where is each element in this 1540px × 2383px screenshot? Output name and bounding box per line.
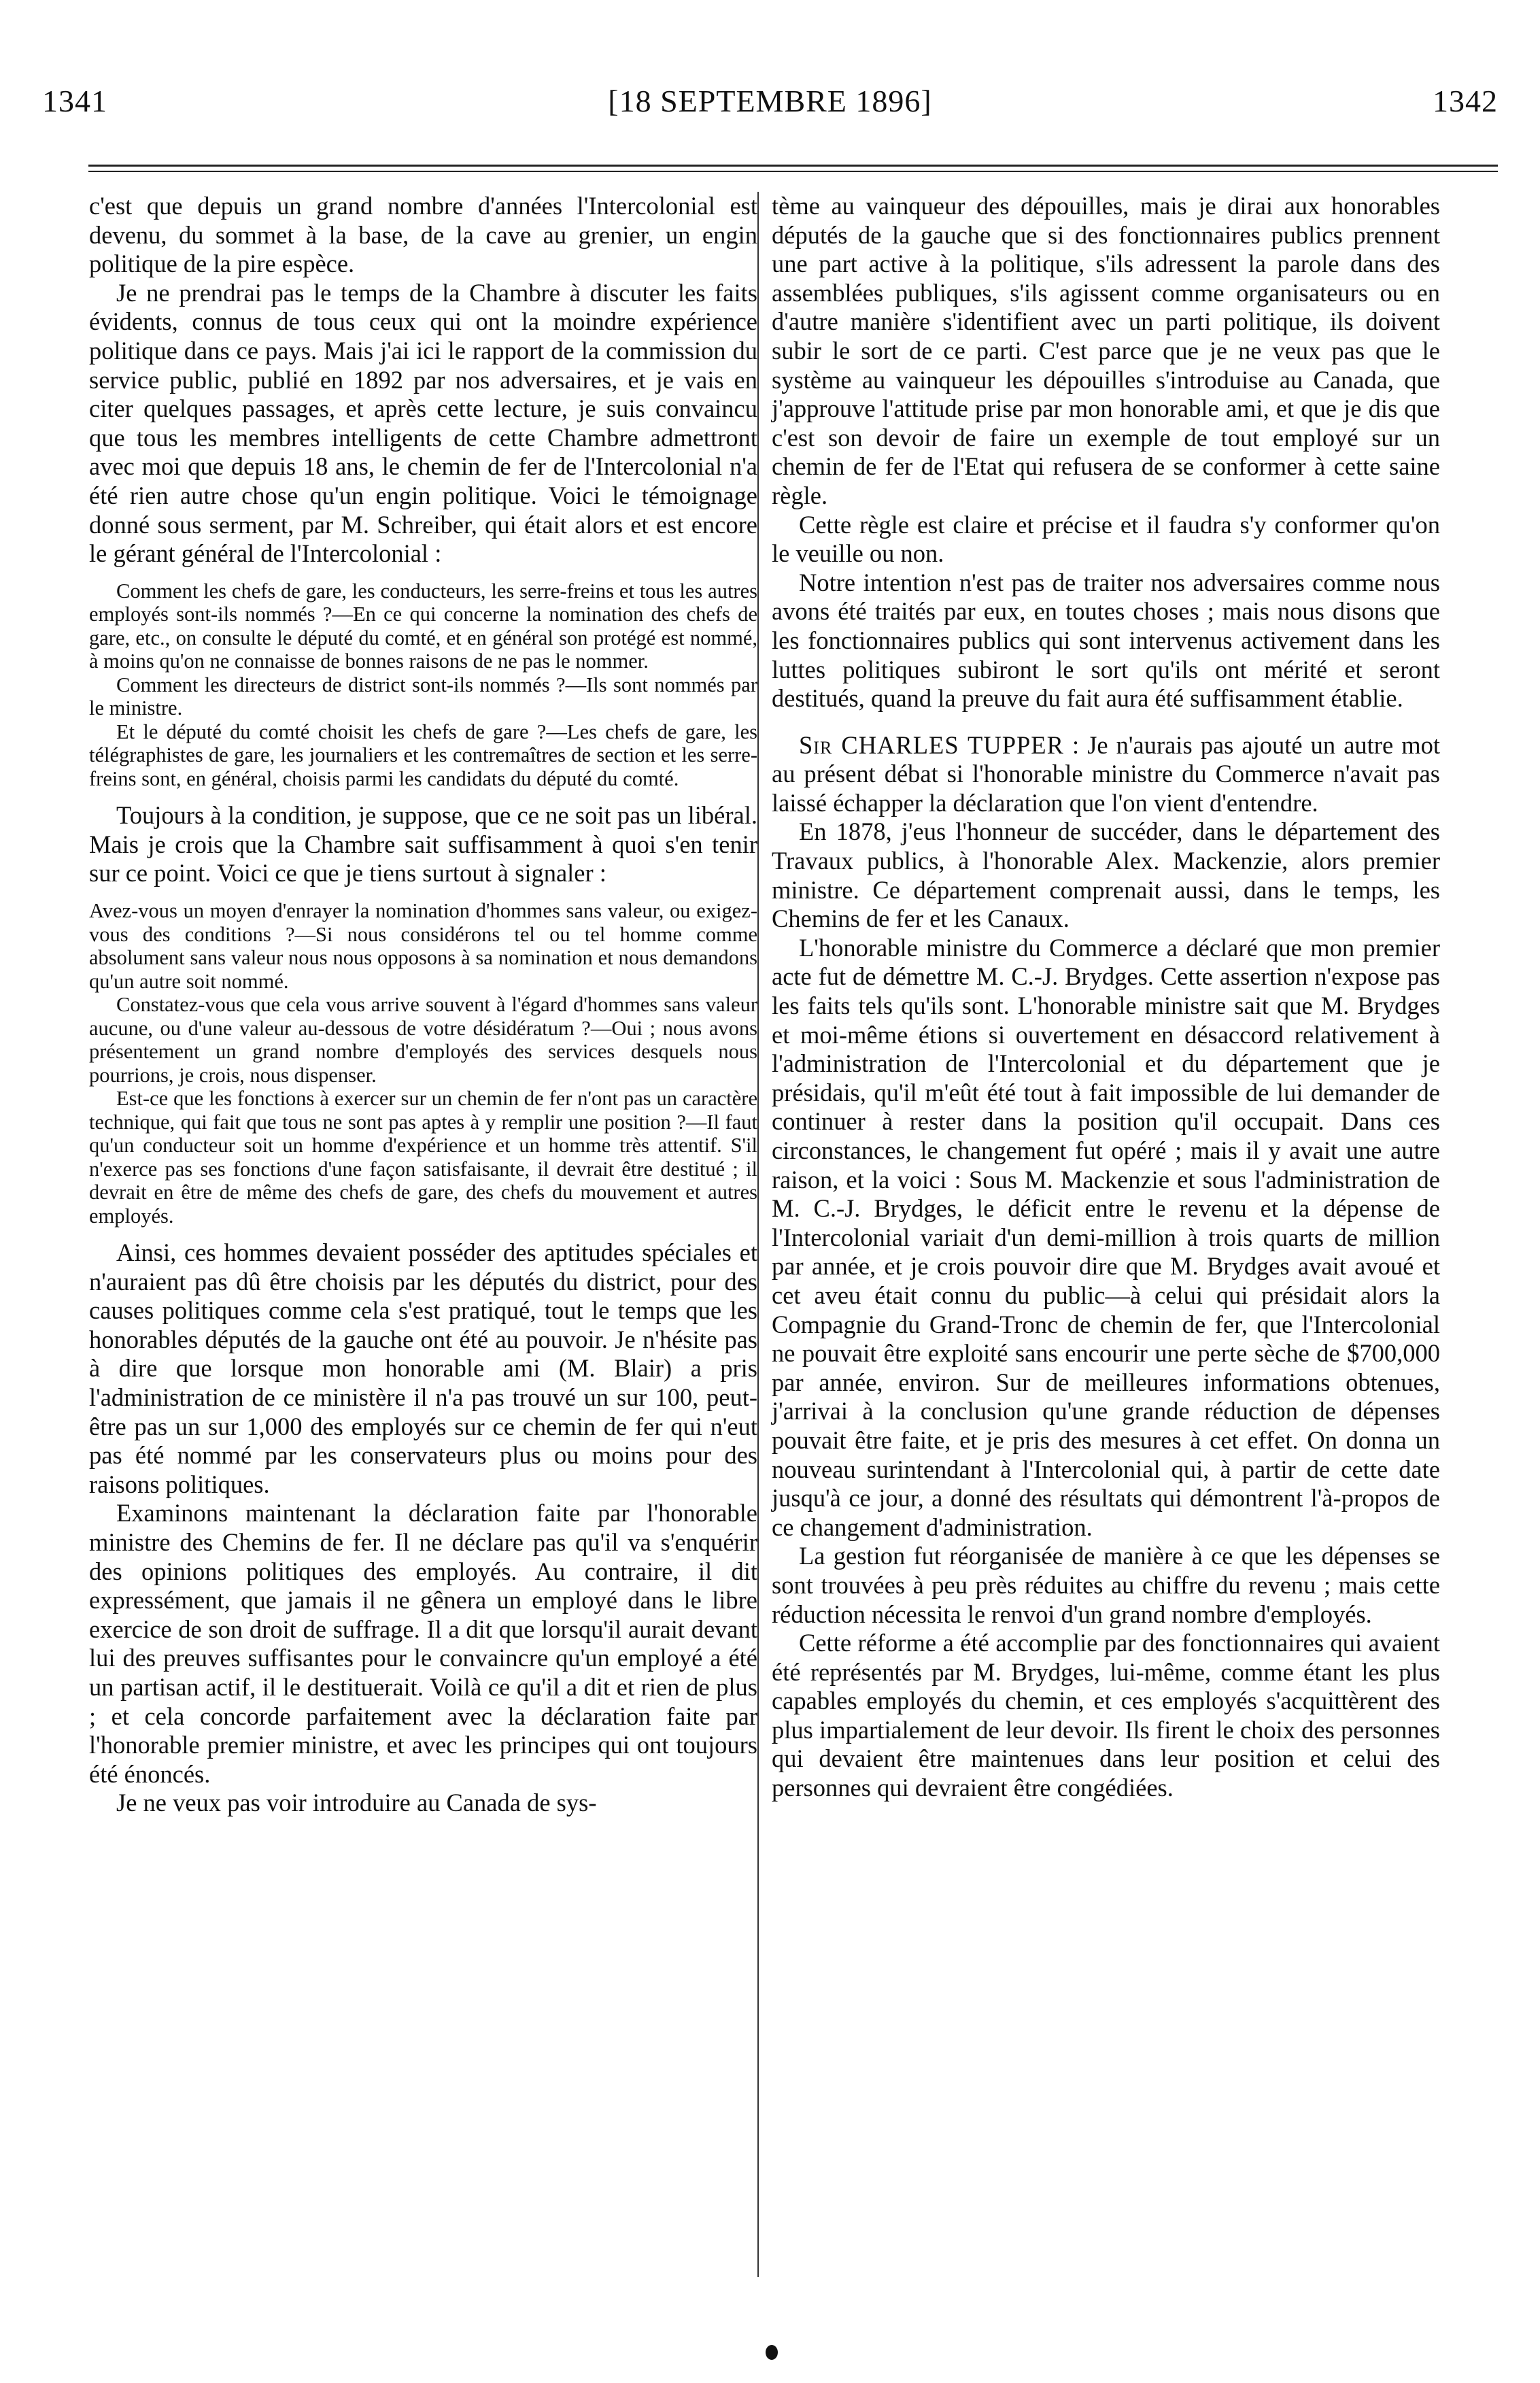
quoted-paragraph: Comment les directeurs de district sont-ils nommés ?—Ils sont nommés par le ministre. [89,673,757,720]
paragraph: Cette réforme a été accomplie par des fonctionnaires qui avaient été représentés par M. Brydges, lui-même, comme étant les plus capables employés du chemin, et ces employés s'acquittèrent des plus impartialement de leur devoir. Ils firent le choix des personnes qui devaient être maintenues dans leur position et celui des personnes qui devraient être congédiées. [772,1629,1440,1802]
quoted-paragraph: Comment les chefs de gare, les conducteurs, les serre-freins et tous les autres employés sont-ils nommés ?—En ce qui concerne la nomination des chefs de gare, etc., on consulte le député du comté, et en général son protégé est nommé, à moins qu'on ne connaisse de bonnes raisons de ne pas le nommer. [89,579,757,673]
paragraph: L'honorable ministre du Commerce a déclaré que mon premier acte fut de démettre M. C.-J. Brydges. Cette assertion n'expose pas les faits tels qu'ils sont. L'honorable ministre sait que M. Brydges et moi-même étions si ouvertement en désaccord relativement à l'administration de l'Intercolonial et du département que je présidais, qu'il m'eût été tout à fait impossible de lui demander de continuer à rester dans la position qu'il occupait. Dans ces circonstances, le changement fut opéré ; mais il y avait une autre raison, et la voici : Sous M. Mackenzie et sous l'administration de M. C.-J. Brydges, le déficit entre le revenu et la dépense de l'Intercolonial variait d'un demi-million à trois quarts de million par année, et je crois pouvoir dire que M. Brydges avait avoué et cet aveu était connu du public—à celui qui présidait alors la Compagnie du Grand-Tronc de chemin de fer, que l'Intercolonial ne pouvait être exploité sans encourir une perte sèche de $700,000 par année, environ. Sur de meilleures informations obtenues, j'arrivai à la conclusion qu'une grande réduction de dépenses pouvait être faite, et je pris des mesures à cet effet. On donna un nouveau surintendant à l'Intercolonial qui, à partir de cette date jusqu'à ce jour, a donné des résultats qui démontrent l'à-propos de ce changement d'administration. [772,933,1440,1541]
quoted-paragraph: Constatez-vous que cela vous arrive souvent à l'égard d'hommes sans valeur aucune, ou d'une valeur au-dessous de votre désidératum ?—Oui ; nous avons présentement un grand nombre d'employés des services desquels nous pourrions, je crois, nous dispenser. [89,993,757,1087]
paragraph: Ainsi, ces hommes devaient posséder des aptitudes spéciales et n'auraient pas dû être choisis par les députés du district, pour des causes politiques comme cela s'est pratiqué, tout le temps que les honorables députés de la gauche ont été au pouvoir. Je n'hésite pas à dire que lorsque mon honorable ami (M. Blair) a pris l'administration de ce ministère il n'a pas trouvé un sur 100, peut-être pas un sur 1,000 des employés sur ce chemin de fer qui n'eut pas été nommé par les conservateurs plus ou moins pour des raisons politiques. [89,1238,757,1498]
paragraph-text: : Je n'aurais pas ajouté un autre mot au présent débat si l'honorable ministre du Commerce n'avait pas laissé échapper la déclaration que l'on vient d'entendre. [772,730,1440,817]
page-header [42,83,1498,131]
paragraph: Je ne veux pas voir introduire au Canada de sys- [116,1789,597,1817]
bottom-ornament [766,2345,778,2360]
page-number-left: 1341 [42,84,107,118]
paragraph: La gestion fut réorganisée de manière à ce que les dépenses se sont trouvées à peu près réduites au chiffre du revenu ; mais cette réduction nécessita le renvoi d'un grand nombre d'employés. [772,1542,1440,1628]
header-rule [88,165,1498,167]
paragraph: Cette règle est claire et précise et il faudra s'y conformer qu'on le veuille ou non. [772,510,1440,568]
paragraph: c'est que depuis un grand nombre d'années l'Intercolonial est devenu, du sommet à la base, de la cave au grenier, un engin politique de la pire espèce. [89,192,757,278]
right-column [772,192,1440,1803]
paragraph: Toujours à la condition, je suppose, que ce ne soit pas un libéral. Mais je crois que la Chambre sait suffisamment à quoi s'en tenir sur ce point. Voici ce que je tiens surtout à signaler : [89,801,757,888]
paragraph: Notre intention n'est pas de traiter nos adversaires comme nous avons été traités par eux, en toutes choses ; mais nous disons que les fonctionnaires publics qui sont intervenus activement dans les luttes politiques subiront le sort qu'ils ont mérité et seront destitués, quand la preuve du fait aura été suffisamment établie. [772,568,1440,713]
left-column [89,192,757,1818]
quoted-paragraph: Est-ce que les fonctions à exercer sur un chemin de fer n'ont pas un caractère technique, qui fait que tous ne sont pas aptes à y remplir une position ?—Il faut qu'un conducteur soit un homme d'expérience et un homme très attentif. S'il n'exerce pas ses fonctions d'une façon satisfaisante, il devrait être destitué ; il devrait en être de même des chefs de gare, des chefs du mouvement et autres employés. [89,1087,757,1228]
speaker-name: Sir CHARLES TUPPER [799,730,1064,759]
paragraph: tème au vainqueur des dépouilles, mais je dirai aux honorables députés de la gauche que si des fonctionnaires publics prennent une part active à la politique, s'ils adressent la parole dans des assemblées publiques, s'ils agissent comme organisateurs ou en d'autre manière s'identifient avec un parti politique, ils doivent subir le sort de ce parti. C'est parce que je ne veux pas que le système au vainqueur les dépouilles s'introduise au Canada, que j'approuve l'attitude prise par mon honorable ami, et que je dis que c'est son devoir de faire un exemple de tout employé sur un chemin de fer de l'Etat qui refusera de se conformer à cette saine règle. [772,192,1440,509]
header-date: [18 SEPTEMBRE 1896] [608,84,932,118]
quoted-paragraph: Avez-vous un moyen d'enrayer la nomination d'hommes sans valeur, ou exigez-vous des conditions ?—Si nous considérons tel ou tel homme comme absolument sans valeur nous nous opposons à sa nomination et nous demandons qu'un autre soit nommé. [89,899,757,993]
quoted-paragraph: Et le député du comté choisit les chefs de gare ?—Les chefs de gare, les télégraphistes de gare, les journaliers et les contremaîtres de section et les serre-freins sont, en général, choisis parmi les candidats du député du comté. [89,720,757,790]
paragraph: En 1878, j'eus l'honneur de succéder, dans le département des Travaux publics, à l'honorable Alex. Mackenzie, alors premier ministre. Ce département comprenait aussi, dans le temps, les Chemins de fer et les Canaux. [772,817,1440,933]
column-divider [757,192,759,2277]
paragraph: Je ne prendrai pas le temps de la Chambre à discuter les faits évidents, connus de tous ceux qui ont la moindre expérience politique dans ce pays. Mais j'ai ici le rapport de la commission du service public, publié en 1892 par nos adversaires, et je vais en citer quelques passages, et après cette lecture, je suis convaincu que tous les membres intelligents de cette Chambre admettront avec moi que depuis 18 ans, le chemin de fer de l'Intercolonial n'a été rien autre chose qu'un engin politique. Voici le témoignage donné sous serment, par M. Schreiber, qui était alors et est encore le gérant général de l'Intercolonial : [89,278,757,568]
page-number-right: 1342 [1433,84,1498,118]
paragraph [772,731,1440,818]
header-rule-second [88,171,1498,172]
paragraph: Examinons maintenant la déclaration faite par l'honorable ministre des Chemins de fer. Il ne déclare pas qu'il va s'enquérir des opinions politiques des employés. Au contraire, il dit expressément, que jamais il ne gênera un employé dans le libre exercice de son droit de suffrage. Il a dit que lorsqu'il aurait devant lui des preuves suffisantes pour le convaincre qu'un employé a été un partisan actif, il le destituerait. Voilà ce qu'il a dit et rien de plus ; et cela concorde parfaitement avec la déclaration faite par l'honorable premier ministre, et avec les principes qui ont toujours été énoncés. [89,1499,757,1788]
